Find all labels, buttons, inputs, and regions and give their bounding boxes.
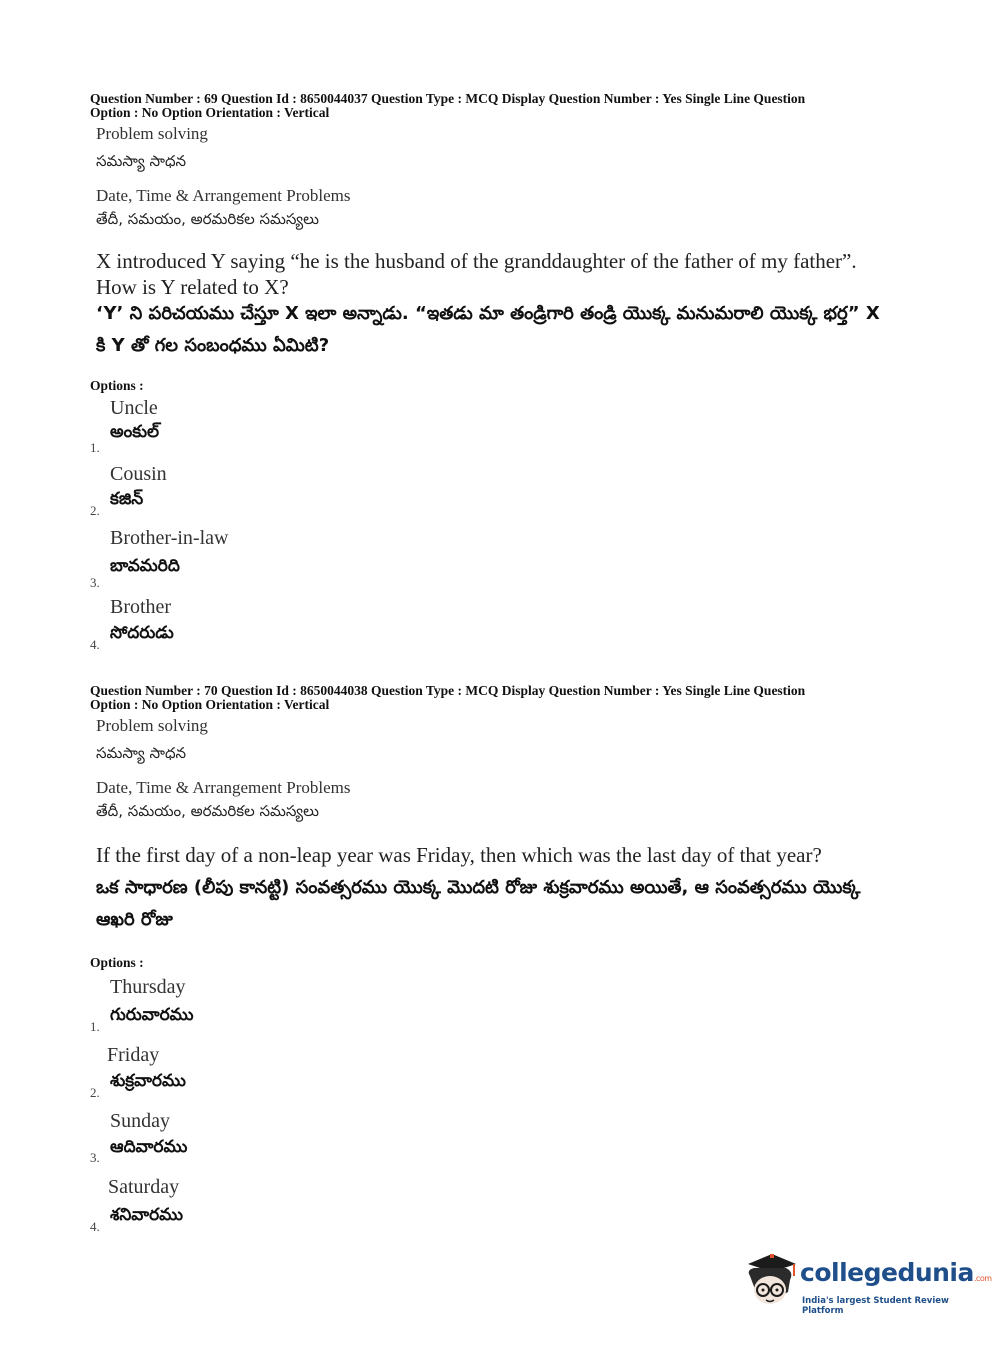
question-meta-line2: Option : No Option Orientation : Vertical — [90, 697, 330, 712]
option-text-telugu: అంకుల్ — [110, 422, 160, 442]
option-text: Sunday — [110, 1110, 170, 1132]
topic-title: Date, Time & Arrangement Problems — [96, 186, 351, 205]
brand-name — [800, 1258, 992, 1287]
option-number: 1. — [90, 440, 100, 455]
option-text-telugu: శుక్రవారము — [110, 1071, 186, 1091]
option-number: 2. — [90, 503, 100, 518]
option-text-telugu: శనివారము — [110, 1205, 184, 1225]
topic-title-telugu: తేదీ, సమయం, అరమరికల సమస్యలు — [96, 802, 319, 820]
option-text: Saturday — [108, 1176, 180, 1198]
section-title-telugu: సమస్యా సాధన — [96, 744, 187, 762]
section-title: Problem solving — [96, 124, 208, 143]
question-meta-line1: Question Number : 70 Question Id : 8650044038 Question Type : MCQ Display Question Number : Yes Single Line Question — [90, 683, 806, 698]
option-text: Brother — [110, 596, 172, 618]
section-title: Problem solving — [96, 716, 208, 735]
option-number: 2. — [90, 1085, 100, 1100]
option-number: 1. — [90, 1019, 100, 1034]
question-text: X introduced Y saying “he is the husband of the granddaughter of the father of my father”. How is Y related to X? — [96, 249, 857, 299]
options-label: Options : — [90, 955, 144, 970]
mascot-icon — [742, 1250, 798, 1314]
option-number: 4. — [90, 1219, 100, 1234]
option-text-telugu: గురువారము — [110, 1005, 194, 1025]
option-number: 3. — [90, 1150, 100, 1165]
question-meta-line1: Question Number : 69 Question Id : 8650044037 Question Type : MCQ Display Question Number : Yes Single Line Question — [90, 91, 806, 106]
topic-title: Date, Time & Arrangement Problems — [96, 778, 351, 797]
option-number: 3. — [90, 575, 100, 590]
option-text: Brother-in-law — [110, 527, 229, 549]
question-meta-line2: Option : No Option Orientation : Vertical — [90, 105, 330, 120]
options-label: Options : — [90, 378, 144, 393]
option-text: Thursday — [110, 976, 186, 998]
option-text-telugu: బావమరిది — [110, 556, 180, 576]
option-text-telugu: సోదరుడు — [110, 623, 174, 643]
option-text-telugu: కజిన్ — [110, 489, 144, 509]
topic-title-telugu: తేదీ, సమయం, అరమరికల సమస్యలు — [96, 210, 319, 228]
section-title-telugu: సమస్యా సాధన — [96, 152, 187, 170]
question-text: If the first day of a non-leap year was Friday, then which was the last day of that year? — [96, 843, 822, 867]
option-text: Friday — [107, 1044, 160, 1066]
option-text: Uncle — [110, 397, 158, 419]
question-meta — [90, 684, 890, 712]
option-text: Cousin — [110, 463, 167, 485]
option-text-telugu: ఆదివారము — [110, 1137, 188, 1157]
question-text-telugu: ఒక సాధారణ (లీపు కానట్టి) సంవత్సరము యొక్క మొదటి రోజు శుక్రవారము అయితే, ఆ సంవత్సరము యొక్క ఆఖరి రోజు — [96, 877, 861, 930]
question-meta — [90, 92, 890, 120]
question-text-telugu: ‘Y’ ని పరిచయము చేస్తూ X ఇలా అన్నాడు. “ఇతడు మా తండ్రిగారి తండ్రి యొక్క మనుమరాలి యొక్క భర్త” X కి Y తో గల సంబంధము ఏమిటి? — [96, 303, 880, 356]
option-number: 4. — [90, 637, 100, 652]
brand-suffix: .com — [973, 1274, 992, 1283]
collegedunia-logo — [742, 1250, 992, 1316]
brand-tagline: India's largest Student Review Platform — [802, 1296, 949, 1316]
brand-name-text: collegedunia — [800, 1258, 974, 1287]
